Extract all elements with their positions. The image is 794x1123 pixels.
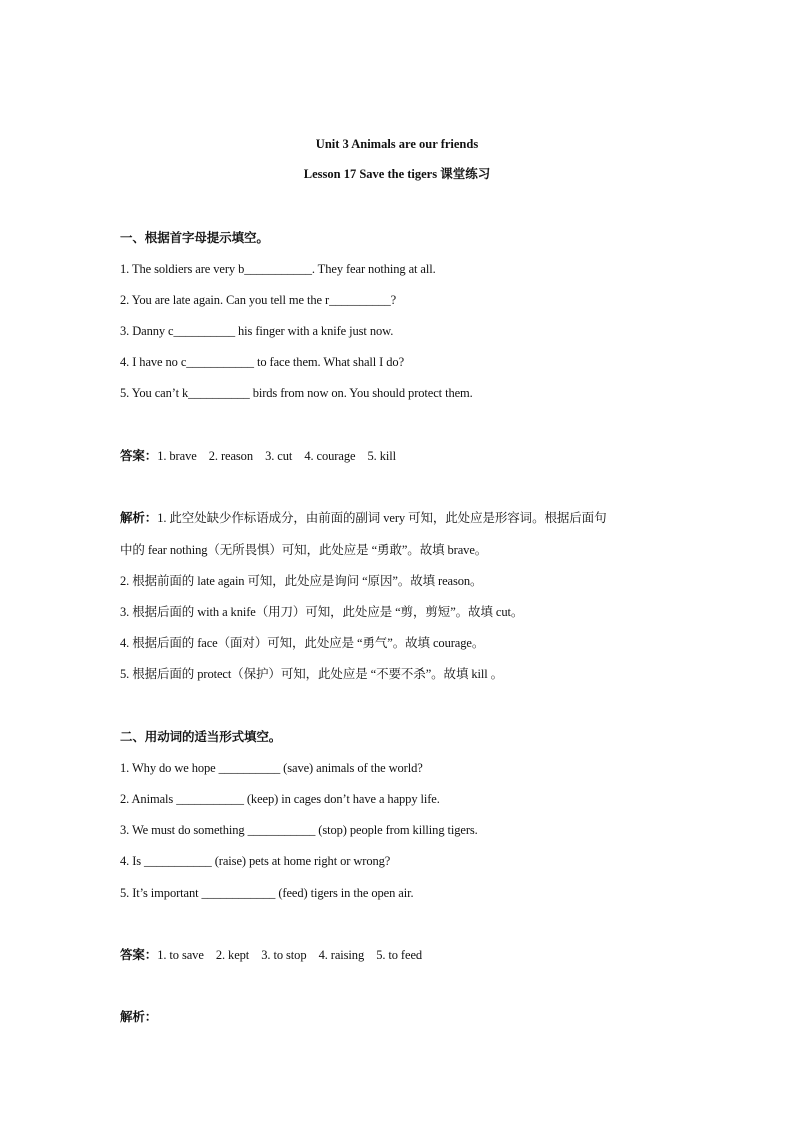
section1-answer-line: [120, 448, 396, 464]
section2-answer-line: [120, 947, 422, 963]
section1-question-1: 1. The soldiers are very b___________. They fear nothing at all.: [120, 262, 436, 276]
section1-explanation-1: [120, 510, 606, 526]
document-title: Unit 3 Animals are our friends: [315, 137, 479, 151]
section1-explanation-2: 中的 fear nothing（无所畏惧）可知，此处应是 “勇敢”。故填 brave。: [120, 543, 488, 557]
document-subtitle: Lesson 17 Save the tigers 课堂练习: [303, 167, 491, 181]
section2-answer-label: 答案：: [120, 948, 158, 962]
section1-explanation-text-1: 1. 此空处缺少作标语成分，由前面的副词 very 可知，此处应是形容词。根据后面句: [157, 511, 607, 525]
section1-heading: 一、根据首字母提示填空。: [120, 231, 269, 245]
section1-question-3: 3. Danny c__________ his finger with a knife just now.: [120, 324, 394, 338]
section1-explanation-4: 3. 根据后面的 with a knife（用刀）可知，此处应是 “剪，剪短”。故填 cut。: [120, 605, 524, 619]
section1-question-2: 2. You are late again. Can you tell me the r__________?: [120, 293, 397, 307]
section2-question-2: 2. Animals ___________ (keep) in cages don’t have a happy life.: [120, 792, 440, 806]
section2-question-1: 1. Why do we hope __________ (save) animals of the world?: [120, 761, 423, 775]
section2-question-4: 4. Is ___________ (raise) pets at home right or wrong?: [120, 854, 391, 868]
section1-explanation-3: 2. 根据前面的 late again 可知，此处应是询问 “原因”。故填 reason。: [120, 574, 483, 588]
section2-question-5: 5. It’s important ____________ (feed) tigers in the open air.: [120, 886, 414, 900]
section2-question-3: 3. We must do something ___________ (stop) people from killing tigers.: [120, 823, 478, 837]
section1-explain-label: 解析：: [120, 511, 158, 525]
section1-question-5: 5. You can’t k__________ birds from now on. You should protect them.: [120, 386, 473, 400]
section2-explain-label: 解析：: [120, 1010, 158, 1024]
section1-question-4: 4. I have no c___________ to face them. What shall I do?: [120, 355, 405, 369]
section1-answers: 1. brave 2. reason 3. cut 4. courage 5. kill: [157, 449, 396, 463]
section2-answers: 1. to save 2. kept 3. to stop 4. raising 5. to feed: [157, 948, 423, 962]
section1-explanation-6: 5. 根据后面的 protect（保护）可知，此处应是 “不要不杀”。故填 kill 。: [120, 667, 504, 681]
section1-answer-label: 答案：: [120, 449, 158, 463]
section2-heading: 二、用动词的适当形式填空。: [120, 730, 282, 744]
section1-explanation-5: 4. 根据后面的 face（面对）可知，此处应是 “勇气”。故填 courage。: [120, 636, 485, 650]
